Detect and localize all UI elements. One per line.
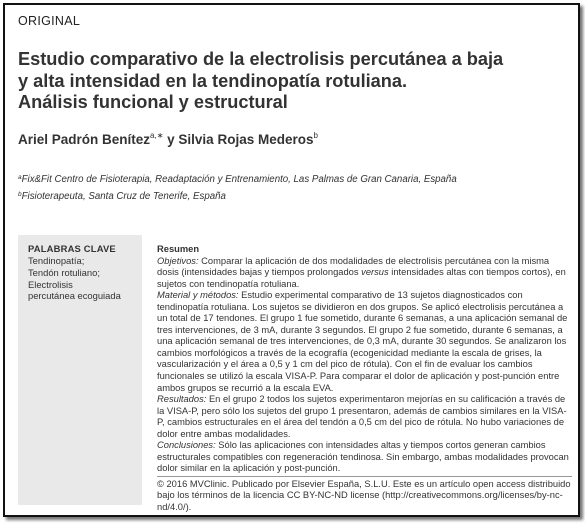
keyword-item: Electrolisis xyxy=(28,278,73,290)
abstract-conclusions xyxy=(157,440,572,475)
title-line: Estudio comparativo de la electrolisis percutánea a baja xyxy=(18,49,504,69)
affiliation-item xyxy=(18,188,563,205)
affiliation-item xyxy=(18,171,563,188)
methods-text: Estudio experimental comparativo de 13 sujetos diagnosticados con tendinopatía rotuliana. Los sujetos se dividieron en dos grupos. Se aplicó electrolisis percutánea a un total de 17 tendones. El grupo 1 fue sometido, durante 6 semanas, a una aplicación semanal de tres intervenciones, de 3 mA, durante 3 segundos. El grupo 2 fue sometido, durante 6 semanas, a una aplicación semanal de tres intervenciones, de 0,3 mA, durante 30 segundos. Se analizaron los cambios morfológicos a través de la ecografía (ecogenicidad mediante la escala de grises, la vascularización y el área a 0,5 y 1 cm del pico de rótula). Con el fin de evaluar los cambios funcionales se utilizó la escala VISA-P. Para comparar el dolor de aplicación y post-punción entre ambos grupos se recurrió a la escala EVA. xyxy=(157,290,568,393)
abstract-results xyxy=(157,394,572,440)
author-name: Ariel Padrón Benítez xyxy=(18,132,151,147)
keyword-item: percutánea ecoguiada xyxy=(28,290,121,302)
keywords-box xyxy=(18,235,142,505)
keywords-list xyxy=(28,255,138,302)
results-text: En el grupo 2 todos los sujetos experimentaron mejorías en su calificación a través de la VISA-P, pero sólo los sujetos del grupo 1 presentaron, además de cambios similares en la VISA-P, cambios estructurales en el área del tendón a 0,5 cm del pico de rótula. No hubo variaciones de dolor entre ambas modalidades. xyxy=(157,394,567,439)
article-title xyxy=(18,49,558,114)
abstract xyxy=(157,244,572,514)
affiliation-text: Fix&Fit Centro de Fisioterapia, Readaptación y Entrenamiento, Las Palmas de Gran Canaria, España xyxy=(21,174,457,185)
authors-line xyxy=(18,131,318,147)
versus-word: versus xyxy=(361,267,389,278)
objectives-text: intensidades altas con tiempos cortos), en sujetos con tendinopatía rotuliana. xyxy=(157,267,566,289)
abstract-heading: Resumen xyxy=(157,244,200,254)
objectives-label: Objetivos: xyxy=(157,255,199,266)
conclusions-text: Sólo las aplicaciones con intensidades altas y tiempos cortos generan cambios estructurales compatibles con regeneración tendinosa. Sin embargo, ambas modalidades provocan dolor similar en la aplicación y post-punción. xyxy=(157,440,569,474)
authors-connector: y xyxy=(163,132,179,147)
affiliation-mark: b xyxy=(18,190,22,198)
abstract-objectives xyxy=(157,256,572,291)
conclusions-label: Conclusiones: xyxy=(157,440,216,451)
affiliations xyxy=(18,171,563,204)
license-notice: © 2016 MVClinic. Publicado por Elsevier España, S.L.U. Este es un artículo open access distribuido bajo los términos de la licencia CC BY-NC-ND license (http://creativecommons.org/licenses/by-nc-nd/4.0/). xyxy=(157,478,571,513)
affiliation-text: Fisioterapeuta, Santa Cruz de Tenerife, España xyxy=(21,190,226,202)
affiliation-mark: a xyxy=(18,174,22,181)
author-name: Silvia Rojas Mederos xyxy=(178,132,314,147)
abstract-methods xyxy=(157,290,572,394)
keywords-heading: PALABRAS CLAVE xyxy=(28,243,116,254)
section-label: ORIGINAL xyxy=(18,14,81,28)
objectives-text: Comparar la aplicación de dos modalidades de electrolisis percutánea con la misma dosis (intensidades bajas y tiempos prolongados xyxy=(157,255,550,278)
keyword-item: Tendón rotuliano; xyxy=(28,266,100,278)
author-affiliation-mark: b xyxy=(313,131,318,140)
title-line: y alta intensidad en la tendinopatía rotuliana. xyxy=(18,70,408,91)
divider xyxy=(157,476,572,477)
title-line: Análisis funcional y estructural xyxy=(18,92,288,112)
results-label: Resultados: xyxy=(157,394,207,405)
author-affiliation-mark: a,∗ xyxy=(150,131,164,140)
article-frame xyxy=(3,3,580,517)
methods-label: Material y métodos: xyxy=(157,290,239,301)
keyword-item: Tendinopatía; xyxy=(28,255,85,266)
